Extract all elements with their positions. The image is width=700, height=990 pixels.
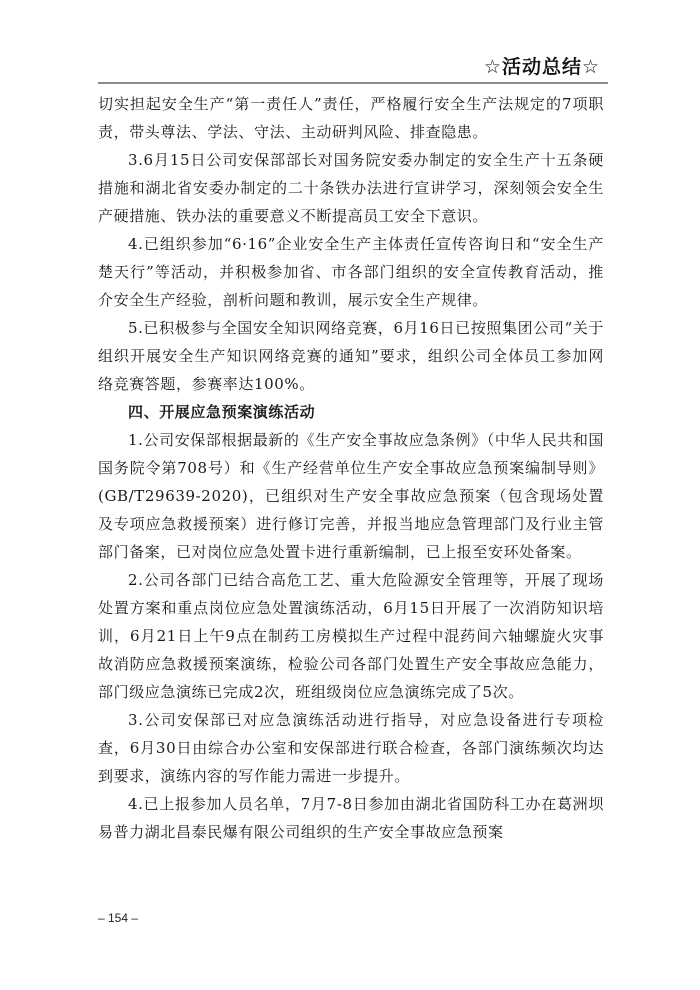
section-heading: 四、开展应急预案演练活动 (128, 403, 316, 421)
paragraph-drill-3: 3.公司安保部已对应急演练活动进行指导，对应急设备进行专项检查，6月30日由综合办公室和安保部进行联合检查，各部门演练频次均达到要求，演练内容的写作能力需进一步提升。 (98, 711, 604, 785)
paragraph-continued: 切实担起安全生产“第一责任人”责任，严格履行安全生产法规定的7项职责，带头尊法、学法、守法、主动研判风险、排查隐患。 (98, 95, 604, 141)
paragraph-item-4: 4.已组织参加“6·16”企业安全生产主体责任宣传咨询日和“安全生产楚天行”等活动，并积极参加省、市各部门组织的安全宣传教育活动，推介安全生产经验，剖析问题和教训，展示安全生产规律。 (98, 235, 604, 309)
paragraph-item-5: 5.已积极参与全国安全知识网络竞赛，6月16日已按照集团公司“关于组织开展安全生产知识网络竞赛的通知”要求，组织公司全体员工参加网络竞赛答题，参赛率达100%。 (98, 319, 604, 393)
page-number: – 154 – (98, 911, 139, 925)
page-header (98, 48, 608, 84)
paragraph-item-3: 3.6月15日公司安保部部长对国务院安委办制定的安全生产十五条硬措施和湖北省安委办制定的二十条铁办法进行宣讲学习，深刻领会安全生产硬措施、铁办法的重要意义不断提高员工安全下意识。 (98, 151, 604, 225)
document-body (98, 90, 604, 846)
paragraph-drill-2: 2.公司各部门已结合高危工艺、重大危险源安全管理等，开展了现场处置方案和重点岗位应急处置演练活动，6月15日开展了一次消防知识培训，6月21日上午9点在制药工房模拟生产过程中混药间六轴螺旋火灾事故消防应急救援预案演练，检验公司各部门处置生产安全事故应急能力，部门级应急演练已完成2次，班组级岗位应急演练完成了5次。 (98, 571, 604, 701)
paragraph-drill-4: 4.已上报参加人员名单，7月7-8日参加由湖北省国防科工办在葛洲坝易普力湖北昌泰民爆有限公司组织的生产安全事故应急预案 (98, 795, 604, 841)
paragraph-drill-1: 1.公司安保部根据最新的《生产安全事故应急条例》（中华人民共和国国务院令第708号）和《生产经营单位生产安全事故应急预案编制导则》(GB/T29639-2020)，已组织对生产安全事故应急预案（包含现场处置及专项应急救援预案）进行修订完善，并报当地应急管理部门及行业主管部门备案，已对岗位应急处置卡进行重新编制，已上报至安环处备案。 (98, 431, 605, 561)
header-title: ☆活动总结☆ (483, 56, 600, 78)
